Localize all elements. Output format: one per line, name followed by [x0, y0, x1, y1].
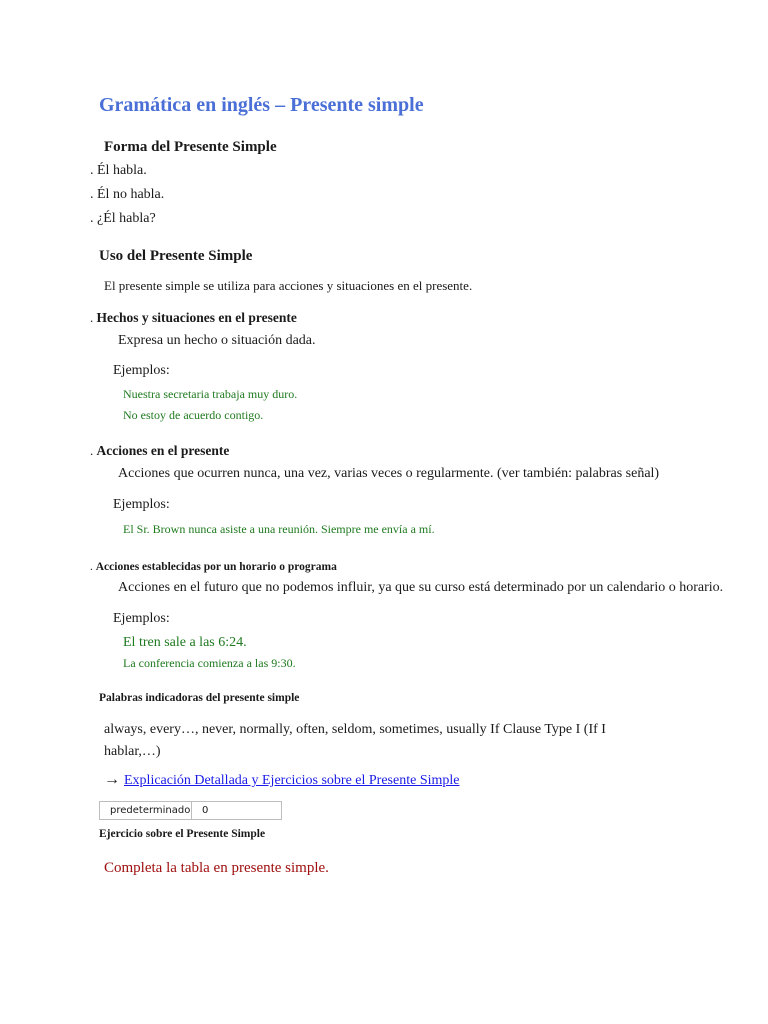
examples-label: Ejemplos:	[113, 363, 170, 378]
page-title: Gramática en inglés – Presente simple	[99, 94, 424, 116]
section-horario-heading	[90, 557, 337, 575]
ejercicio-heading: Ejercicio sobre el Presente Simple	[99, 828, 266, 840]
palabras-list: always, every…, never, normally, often, seldom, sometimes, usually If Clause Type I (If I	[104, 722, 606, 737]
palabras-list-cont: hablar,…)	[104, 744, 161, 759]
link-row	[104, 771, 460, 789]
section-acciones-heading	[90, 442, 229, 460]
forma-item: . Él no habla.	[90, 187, 165, 202]
section-horario-desc: Acciones en el futuro que no podemos influir, ya que su curso está determinado por un calendario o horario.	[118, 580, 724, 595]
example-sentence: La conferencia comienza a las 9:30.	[123, 656, 296, 670]
example-sentence: Nuestra secretaria trabaja muy duro.	[123, 387, 298, 401]
bullet-dot: .	[90, 561, 96, 573]
explicacion-link[interactable]: Explicación Detallada y Ejercicios sobre el Presente Simple	[124, 773, 460, 788]
example-sentence: El Sr. Brown nunca asiste a una reunión. Siempre me envía a mí.	[123, 522, 435, 536]
examples-label: Ejemplos:	[113, 497, 170, 512]
section-title: Hechos y situaciones en el presente	[96, 310, 297, 325]
forma-item: . ¿Él habla?	[90, 211, 156, 226]
ejercicio-instruction: Completa la tabla en presente simple.	[104, 860, 329, 876]
section-title: Acciones establecidas por un horario o programa	[95, 561, 337, 573]
section-acciones-desc: Acciones que ocurren nunca, una vez, varias veces o regularmente. (ver también: palabras señal)	[118, 466, 660, 481]
section-title: Acciones en el presente	[96, 443, 230, 458]
section-hechos-desc: Expresa un hecho o situación dada.	[118, 333, 316, 348]
example-sentence: El tren sale a las 6:24.	[123, 635, 247, 650]
uso-intro: El presente simple se utiliza para acciones y situaciones en el presente.	[104, 278, 473, 293]
section-hechos-heading	[90, 309, 297, 327]
bullet-dot: .	[90, 443, 97, 458]
palabras-heading: Palabras indicadoras del presente simple	[99, 692, 300, 704]
examples-label: Ejemplos:	[113, 611, 170, 626]
arrow-right-icon: →	[104, 771, 120, 788]
bullet-dot: .	[90, 310, 97, 325]
forma-heading: Forma del Presente Simple	[104, 139, 277, 155]
forma-item: . Él habla.	[90, 163, 147, 178]
table-cell-predeterminado: predeterminado	[99, 801, 192, 820]
uso-heading: Uso del Presente Simple	[99, 248, 253, 264]
example-sentence: No estoy de acuerdo contigo.	[123, 408, 264, 422]
table-cell-value: 0	[191, 801, 282, 820]
